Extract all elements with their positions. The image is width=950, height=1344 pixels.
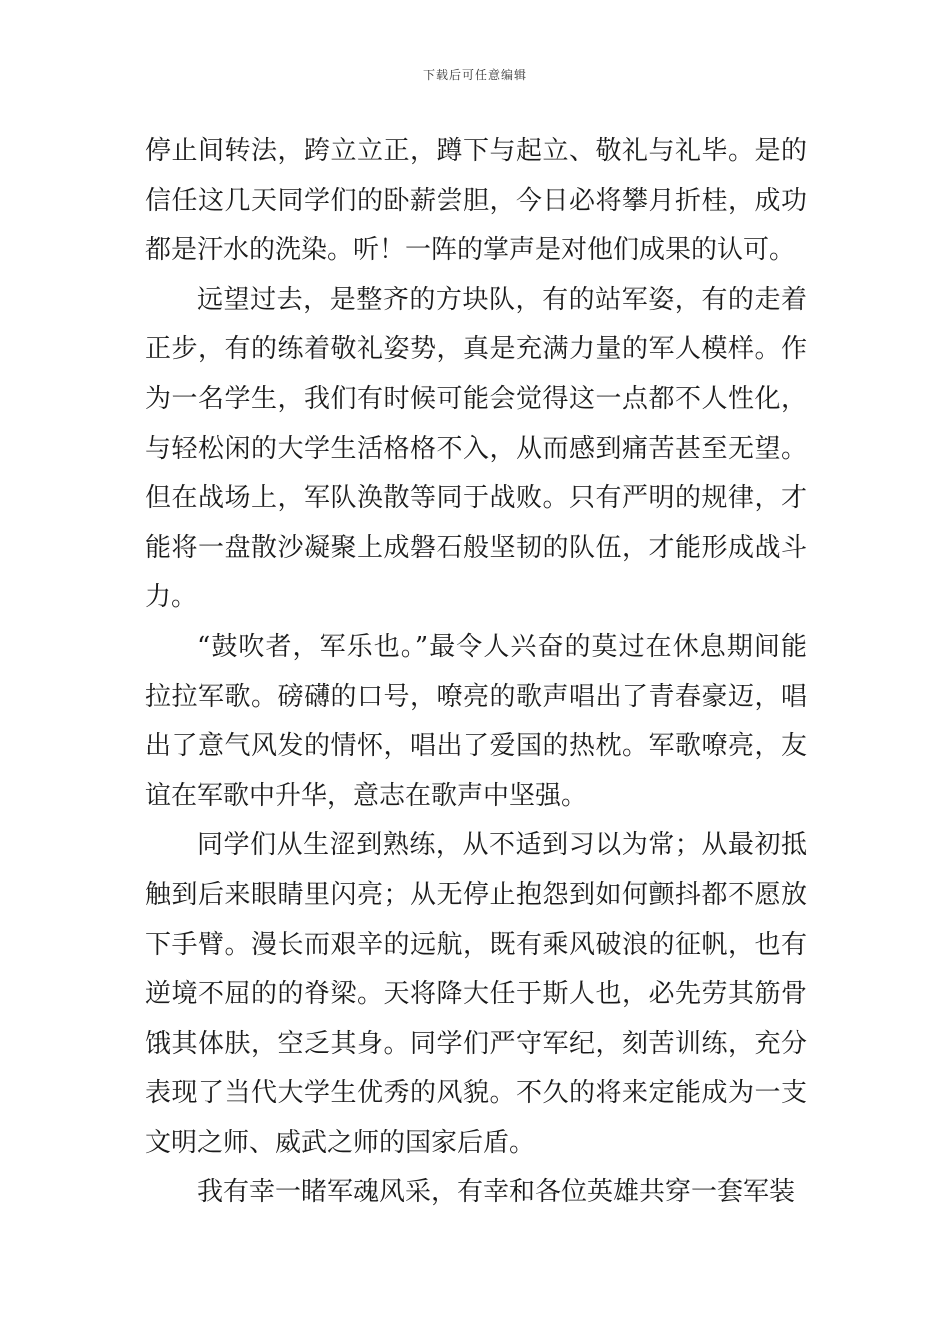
header-note: 下载后可任意编辑 (422, 68, 527, 82)
paragraph-military-songs: “鼓吹者，军乐也。”最令人兴奋的莫过在休息期间能拉拉军歌。磅礴的口号，嘹亮的歌声唱出了青春豪迈，唱出了意气风发的情怀，唱出了爱国的热枕。军歌嘹亮，友谊在军歌中升华，意志在歌声中坚强。 (145, 631, 807, 811)
paragraph-training-scene: 远望过去，是整齐的方块队，有的站军姿，有的走着正步，有的练着敬礼姿势，真是充满力量的军人模样。作为一名学生，我们有时候可能会觉得这一点都不人性化，与轻松闲的大学生活格格不入，从而感到痛苦甚至无望。但在战场上，军队涣散等同于战败。只有严明的规律，才能将一盘散沙凝聚上成磐石般坚韧的队伍，才能形成战斗力。 (145, 284, 807, 613)
paragraph-growth: 同学们从生涩到熟练，从不适到习以为常；从最初抵触到后来眼睛里闪亮；从无停止抱怨到如何颤抖都不愿放下手臂。漫长而艰辛的远航，既有乘风破浪的征帆，也有逆境不屈的的脊梁。天将降大任于斯人也，必先劳其筋骨饿其体肤，空乏其身。同学们严守军纪，刻苦训练，充分表现了当代大学生优秀的风貌。不久的将来定能成为一支文明之师、威武之师的国家后盾。 (145, 830, 807, 1158)
paragraph-continuation: 停止间转法，跨立立正，蹲下与起立、敬礼与礼毕。是的信任这几天同学们的卧薪尝胆，今日必将攀月折桂，成功都是汗水的洗染。听！一阵的掌声是对他们成果的认可。 (145, 136, 807, 266)
document-body (145, 127, 807, 1218)
paragraph-closing: 我有幸一睹军魂风采，有幸和各位英雄共穿一套军装 (197, 1177, 796, 1208)
